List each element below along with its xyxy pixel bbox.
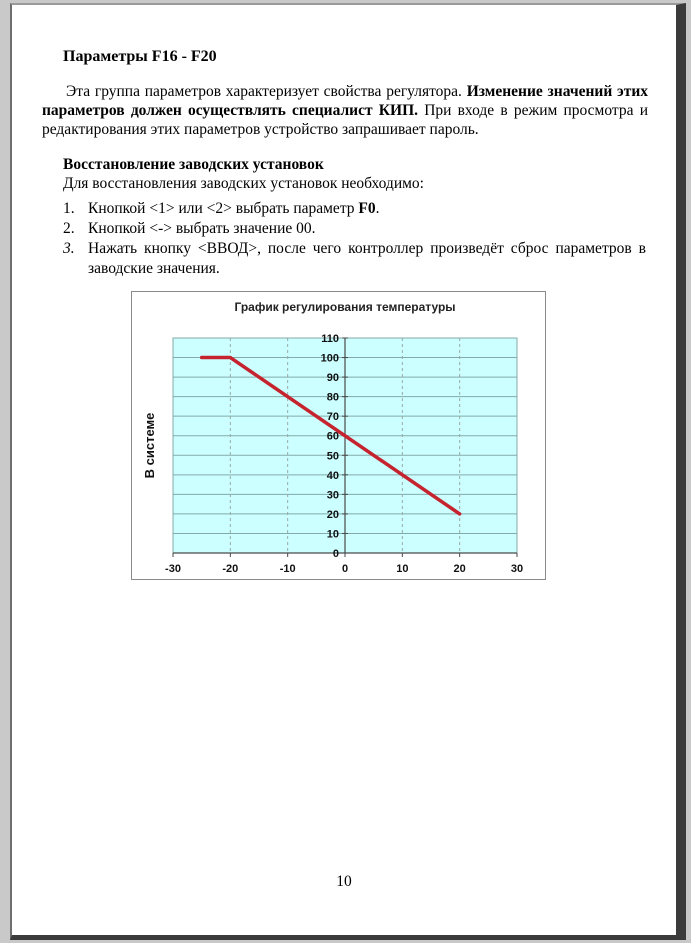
step-text-pre: Нажать кнопку <ВВОД>, после чего контроллер произведёт сброс параметров в заводские значения. (88, 240, 646, 277)
y-tick-label: 30 (326, 489, 339, 502)
y-tick-label: 100 (320, 352, 339, 365)
page-title: Параметры F16 - F20 (63, 48, 217, 65)
step-item (63, 199, 648, 219)
section-heading: Восстановление заводских установок (63, 156, 324, 173)
y-tick-label: 20 (326, 508, 339, 521)
x-tick-label: -20 (222, 563, 239, 575)
page-number: 10 (336, 873, 352, 890)
x-tick-label: -30 (165, 563, 181, 575)
step-item (63, 219, 648, 239)
y-tick-label: 50 (326, 450, 339, 463)
y-tick-label: 70 (326, 411, 339, 424)
paragraph-text-start: Эта группа параметров характеризует свойства регулятора. (66, 83, 467, 100)
y-tick-label: 10 (326, 528, 339, 541)
chart-container (131, 291, 546, 580)
temperature-chart (131, 291, 546, 580)
y-tick-label: 40 (326, 469, 339, 482)
x-tick-label: -10 (279, 563, 296, 575)
page-content (12, 5, 676, 580)
y-axis-title: В системе (142, 412, 157, 479)
step-text-pre: Кнопкой <1> или <2> выбрать параметр (88, 200, 359, 217)
paragraph-text-end: При входе в режим просмотра и редактирования этих параметров устройство запрашивает пароль. (42, 102, 648, 138)
step-text (88, 219, 648, 239)
paragraph-text-bold: Изменение значений этих параметров должен осуществлять специалист КИП. (42, 83, 649, 119)
step-text-bold: F0 (358, 200, 376, 217)
step-text-post: . (375, 200, 380, 217)
y-tick-label: 60 (326, 430, 339, 443)
step-number: 1. (63, 200, 75, 217)
chart-title: График регулирования температуры (234, 300, 456, 314)
x-tick-label: 0 (341, 563, 349, 575)
steps-list (63, 199, 648, 279)
step-text (88, 199, 648, 219)
step-number: 3. (63, 240, 75, 257)
intro-paragraph (42, 82, 648, 139)
section-intro: Для восстановления заводских установок необходимо: (63, 175, 424, 192)
step-text (88, 239, 648, 279)
x-tick-label: 30 (510, 563, 524, 575)
y-tick-label: 0 (332, 548, 339, 560)
step-text-pre: Кнопкой <-> выбрать значение 00. (88, 220, 316, 237)
y-tick-label: 110 (321, 333, 339, 345)
y-tick-label: 80 (326, 391, 339, 404)
step-number: 2. (63, 220, 75, 237)
x-tick-label: 20 (453, 563, 466, 575)
y-tick-label: 90 (326, 372, 339, 385)
x-tick-label: 10 (396, 563, 409, 575)
document-page (10, 3, 686, 940)
step-item (63, 239, 648, 279)
